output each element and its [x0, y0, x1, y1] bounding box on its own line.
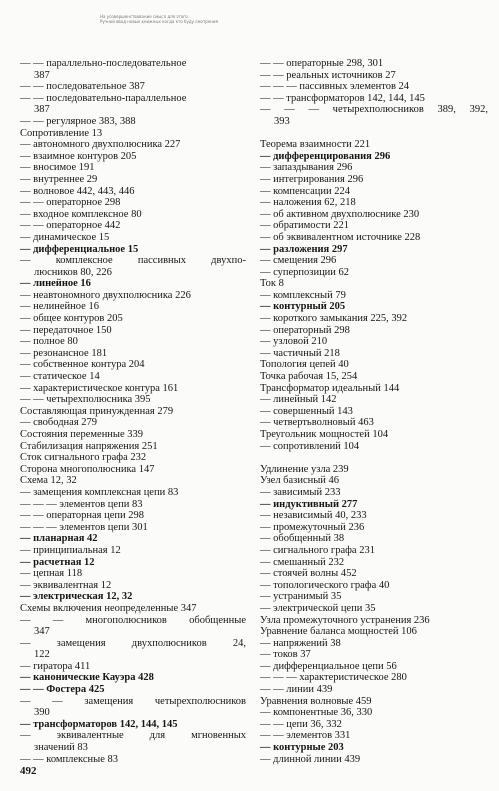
index-entry [260, 93, 488, 105]
index-entry-text: — контурные 203 [260, 742, 344, 754]
index-entry-text: — неавтономного двухполюсника 226 [20, 289, 191, 301]
index-column-left [20, 58, 246, 765]
index-entry [20, 406, 246, 418]
index-entry-text: — — — пассивных элементов 24 [260, 81, 410, 93]
index-entry-text: — — последовательно-параллельное [20, 92, 187, 104]
index-entry-text: Трансформатор идеальный 144 [260, 382, 400, 394]
index-entry-text: Составляющая принужденная 279 [20, 405, 174, 417]
index-entry [260, 359, 488, 371]
index-entry [260, 626, 488, 638]
index-entry [20, 522, 246, 534]
index-entry [20, 70, 246, 82]
index-entry-text: — обобщенный 38 [260, 533, 345, 545]
index-entry-text: — — операторные 298, 301 [260, 58, 384, 69]
index-entry [260, 730, 488, 742]
index-entry [260, 348, 488, 360]
index-entry-text: — стоячей волны 452 [260, 568, 357, 580]
index-entry [260, 510, 488, 522]
index-entry [20, 174, 246, 186]
index-entry-text: — — регулярное 383, 388 [20, 115, 136, 127]
index-entry [20, 742, 246, 754]
index-entry-text: Сопротивление 13 [20, 127, 103, 139]
index-entry-text: — интегрирования 296 [260, 173, 364, 185]
index-entry-text: — запаздывания 296 [260, 162, 353, 174]
index-entry-text: — свободная 279 [20, 417, 98, 429]
index-entry-text: — передаточное 150 [20, 324, 112, 336]
index-entry-text: значений 83 [34, 742, 88, 754]
index-entry [260, 267, 488, 279]
index-entry [260, 615, 488, 627]
index-entry-text: Ток 8 [260, 278, 284, 290]
index-entry-text: — об эквивалентном источнике 228 [260, 231, 421, 243]
index-entry [20, 719, 246, 731]
index-entry-text: — характеристическое контура 161 [20, 382, 179, 394]
index-entry-text: — топологического графа 40 [260, 579, 390, 591]
index-entry [20, 464, 246, 476]
index-entry-text: — автономного двухполюсника 227 [20, 139, 181, 151]
index-entry-text: — четвертьволновый 463 [260, 417, 374, 429]
index-entry [260, 232, 488, 244]
index-entry-text: Удлинение узла 239 [260, 463, 349, 475]
index-entry-text: — — операторная цепи 298 [20, 510, 144, 522]
entry-gap [260, 452, 488, 464]
index-entry [20, 128, 246, 140]
index-entry [20, 487, 246, 499]
index-entry [20, 684, 246, 696]
index-entry-text: — — последовательное 387 [20, 81, 145, 93]
index-entry-text: — смещения 296 [260, 255, 337, 267]
index-entry-text: — собственное контура 204 [20, 359, 145, 371]
index-entry [20, 394, 246, 406]
index-entry [260, 255, 488, 267]
index-entry [260, 186, 488, 198]
index-entry [20, 661, 246, 673]
index-entry-text: — — трансформаторов 142, 144, 145 [260, 92, 425, 104]
index-entry-text: — принципиальная 12 [20, 544, 121, 556]
index-entry [260, 499, 488, 511]
index-entry [20, 557, 246, 569]
index-entry-text: — волновое 442, 443, 446 [20, 185, 135, 197]
index-entry-text: — резонансное 181 [20, 347, 108, 359]
index-entry-text: — — операторное 442 [20, 220, 121, 232]
index-entry [260, 672, 488, 684]
index-entry [260, 394, 488, 406]
index-entry-text: Узла промежуточного устранения 236 [260, 614, 430, 626]
index-entry-text: — дифференциальное цепи 56 [260, 660, 397, 672]
index-entry-text: — трансформаторов 142, 144, 145 [20, 718, 178, 730]
index-entry [260, 487, 488, 499]
index-entry [20, 580, 246, 592]
index-entry-text: — — — элементов цепи 83 [20, 498, 143, 510]
index-entry [20, 452, 246, 464]
index-entry [260, 383, 488, 395]
index-entry-text: — — Фостера 425 [20, 684, 105, 696]
index-entry-text: — контурный 205 [260, 301, 346, 313]
index-entry [260, 371, 488, 383]
index-entry [260, 441, 488, 453]
index-entry-text: — независимый 40, 233 [260, 510, 367, 522]
index-entry [20, 116, 246, 128]
index-entry-text: 390 [34, 707, 50, 719]
index-entry [20, 325, 246, 337]
index-entry-text: — наложения 62, 218 [260, 197, 356, 209]
index-entry [260, 301, 488, 313]
index-entry [20, 615, 246, 627]
index-entry [20, 93, 246, 105]
index-entry [260, 58, 488, 70]
index-entry [260, 278, 488, 290]
index-entry [260, 139, 488, 151]
index-entry-text: — устранимый 35 [260, 591, 342, 603]
index-entry-text: — суперпозиции 62 [260, 266, 350, 278]
index-entry [20, 255, 246, 267]
index-entry [20, 186, 246, 198]
scan-stamp [100, 14, 300, 24]
index-entry [20, 603, 246, 615]
index-entry [260, 162, 488, 174]
index-entry-text: — общее контуров 205 [20, 313, 123, 325]
index-entry [260, 649, 488, 661]
index-entry [20, 417, 246, 429]
index-entry-text: — — параллельно-последовательное [20, 58, 187, 69]
index-entry [20, 348, 246, 360]
index-entry-text: — длинной линии 439 [260, 753, 361, 765]
index-entry [20, 672, 246, 684]
index-entry-text: Точка рабочая 15, 254 [260, 371, 358, 383]
index-entry [260, 116, 488, 128]
index-entry-text: — токов 37 [260, 649, 311, 661]
index-entry [20, 232, 246, 244]
index-entry [20, 290, 246, 302]
index-entry [260, 661, 488, 673]
index-entry-text: — замещения комплексная цепи 83 [20, 486, 179, 498]
stamp-line-2: Ручной ввод новых книжных когда кто буду смотрения [100, 19, 218, 24]
index-entry-text: — узловой 210 [260, 336, 328, 348]
index-entry [260, 638, 488, 650]
index-entry-text: 387 [34, 69, 50, 81]
index-entry [20, 81, 246, 93]
index-entry [260, 174, 488, 186]
index-entry [20, 58, 246, 70]
index-entry-text: — напряжений 38 [260, 637, 341, 649]
index-entry [20, 383, 246, 395]
index-entry-text: — — линии 439 [260, 684, 333, 696]
index-entry [20, 429, 246, 441]
index-entry [20, 139, 246, 151]
index-entry [260, 533, 488, 545]
index-entry [260, 754, 488, 766]
index-entry-text: — — операторное 298 [20, 197, 121, 209]
index-entry [20, 371, 246, 383]
index-entry [260, 742, 488, 754]
index-entry-text: — электрической цепи 35 [260, 602, 376, 614]
index-entry [260, 336, 488, 348]
stamp-line-1: На усовершенствование смысл для этого [100, 14, 188, 19]
index-entry-text: — совершенный 143 [260, 405, 353, 417]
index-entry-text: 122 [34, 649, 50, 661]
index-entry-text: — статическое 14 [20, 371, 100, 383]
index-entry-text: люсников 80, 226 [34, 266, 112, 278]
index-entry-text: — — элементов 331 [260, 730, 351, 742]
index-entry-text: — дифференцирования 296 [260, 150, 391, 162]
index-entry [260, 290, 488, 302]
index-entry-text: — — — характеристическое 280 [260, 672, 407, 684]
entry-gap [260, 128, 488, 140]
index-entry [20, 162, 246, 174]
index-entry-text: 347 [34, 626, 50, 638]
index-entry [20, 244, 246, 256]
index-entry [20, 499, 246, 511]
index-entry-text: — обратимости 221 [260, 220, 349, 232]
index-entry-text: — — реальных источников 27 [260, 69, 396, 81]
index-entry [20, 151, 246, 163]
index-column-right [260, 58, 488, 765]
index-entry-text: — операторный 298 [260, 324, 350, 336]
index-entry [260, 568, 488, 580]
index-entry [260, 104, 488, 116]
index-entry [20, 533, 246, 545]
index-entry-text: — взаимное контуров 205 [20, 150, 137, 162]
index-entry-text: — гиратора 411 [20, 660, 91, 672]
index-entry-text: Стабилизация напряжения 251 [20, 440, 158, 452]
index-entry [20, 707, 246, 719]
index-entry [260, 557, 488, 569]
index-entry-text: — планарная 42 [20, 533, 98, 545]
index-entry-text: Топология цепей 40 [260, 359, 349, 371]
index-entry-text: — электрическая 12, 32 [20, 591, 133, 603]
index-entry-text: — эквивалентная 12 [20, 579, 112, 591]
index-entry [260, 719, 488, 731]
index-entry [20, 510, 246, 522]
index-entry [260, 81, 488, 93]
index-entry-text: — замещения двухполюсников 24, [20, 637, 246, 649]
index-entry-text: — дифференциальное 15 [20, 243, 139, 255]
index-entry-text: — — четырехполюсника 395 [20, 394, 151, 406]
index-entry [20, 209, 246, 221]
index-entry [260, 197, 488, 209]
index-entry [260, 406, 488, 418]
index-entry [20, 278, 246, 290]
index-entry-text: — компенсации 224 [260, 185, 350, 197]
index-entry-text: Схема 12, 32 [20, 475, 77, 487]
index-entry [20, 649, 246, 661]
index-entry-text: — сопротивлений 104 [260, 440, 360, 452]
index-entry-text: — — — элементов цепи 301 [20, 521, 148, 533]
index-entry-text: — — цепи 36, 332 [260, 718, 342, 730]
index-entry-text: — зависимый 233 [260, 486, 341, 498]
index-entry [20, 545, 246, 557]
index-entry [20, 313, 246, 325]
index-entry [20, 220, 246, 232]
index-entry [20, 267, 246, 279]
index-entry [260, 475, 488, 487]
index-entry-text: Теорема взаимности 221 [260, 139, 371, 151]
index-entry-text: — полное 80 [20, 336, 78, 348]
index-entry-text: Состояния переменные 339 [20, 429, 144, 440]
index-entry-text: — эквивалентные для мгновенных [20, 730, 246, 742]
index-entry [260, 313, 488, 325]
index-entry [20, 197, 246, 209]
index-entry-text: — нелинейное 16 [20, 301, 99, 313]
index-entry [260, 325, 488, 337]
index-entry [260, 522, 488, 534]
index-entry-text: — частичный 218 [260, 347, 340, 359]
index-entry [20, 626, 246, 638]
index-entry [260, 429, 488, 441]
index-entry [260, 696, 488, 708]
index-entry-text: Уравнения волновые 459 [260, 695, 372, 707]
index-entry [20, 730, 246, 742]
index-entry [20, 754, 246, 766]
index-entry-text: — цепная 118 [20, 568, 83, 580]
index-entry [20, 638, 246, 650]
index-entry-text: — — — четырехполюсников 389, 392, [260, 104, 488, 116]
index-entry [20, 104, 246, 116]
index-entry-text: Узел базисный 46 [260, 475, 340, 487]
index-entry-text: — смешанный 232 [260, 556, 345, 568]
index-entry-text: — компонентные 36, 330 [260, 707, 373, 719]
index-entry-text: — разложения 297 [260, 243, 348, 255]
index-entry-text: — динамическое 15 [20, 231, 110, 243]
index-entry-text: — канонические Кауэра 428 [20, 672, 154, 684]
index-entry [20, 475, 246, 487]
index-entry-text: Треугольник мощностей 104 [260, 429, 389, 440]
index-entry-text: — комплексный 79 [260, 289, 346, 301]
index-entry-text: — линейное 16 [20, 278, 91, 290]
index-entry [260, 151, 488, 163]
index-entry-text: — индуктивный 277 [260, 498, 358, 510]
index-entry [260, 545, 488, 557]
index-entry-text: — линейный 142 [260, 394, 337, 406]
index-entry [260, 464, 488, 476]
index-entry [20, 359, 246, 371]
index-entry [260, 580, 488, 592]
index-entry-text: 393 [274, 115, 290, 127]
index-entry [20, 696, 246, 708]
index-entry-text: — — комплексные 83 [20, 753, 118, 765]
index-entry [20, 336, 246, 348]
index-entry [260, 417, 488, 429]
index-entry [260, 70, 488, 82]
index-entry-text: — комплексное пассивных двухпо- [20, 255, 246, 267]
index-entry [260, 220, 488, 232]
index-entry [20, 441, 246, 453]
index-entry-text: — короткого замыкания 225, 392 [260, 313, 408, 325]
index-entry-text: — промежуточный 236 [260, 521, 365, 533]
index-entry [260, 603, 488, 615]
index-entry-text: — вносимое 191 [20, 162, 95, 174]
index-entry-text: 387 [34, 104, 50, 116]
index-entry [260, 684, 488, 696]
index-entry-text: Уравнение баланса мощностей 106 [260, 626, 417, 638]
index-entry [260, 707, 488, 719]
index-entry [20, 568, 246, 580]
index-entry-text: — — многополюсников обобщенные [20, 614, 246, 626]
index-entry-text: Сток сигнального графа 232 [20, 452, 147, 464]
index-entry [260, 209, 488, 221]
index-entry [20, 301, 246, 313]
index-entry-text: — об активном двухполюснике 230 [260, 208, 420, 220]
index-entry-text: — входное комплексное 80 [20, 208, 142, 220]
index-entry-text: — сигнального графа 231 [260, 544, 375, 556]
index-entry [20, 591, 246, 603]
index-entry-text: Схемы включения неопределенные 347 [20, 602, 197, 614]
index-entry-text: — внутреннее 29 [20, 173, 98, 185]
index-entry [260, 591, 488, 603]
page-number: 492 [20, 765, 37, 777]
index-entry [260, 244, 488, 256]
index-entry-text: — расчетная 12 [20, 556, 95, 568]
index-entry-text: Сторона многополюсника 147 [20, 463, 155, 475]
index-entry-text: — — замещения четырехполюсников [20, 695, 246, 707]
